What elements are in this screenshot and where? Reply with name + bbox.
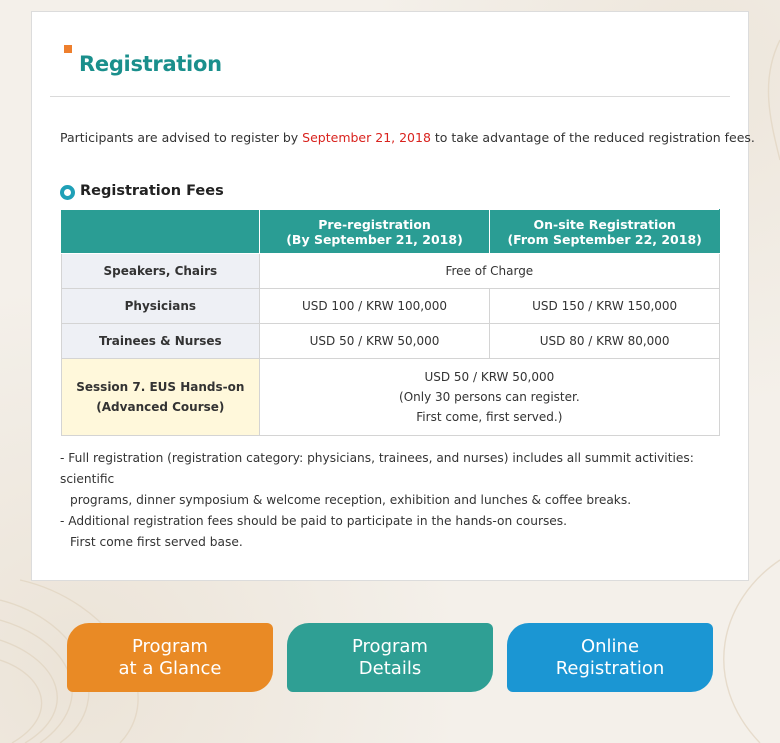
deadline-date: September 21, 2018 [302,130,431,145]
table-row-hands-on [62,359,720,436]
row-fee-merged: Free of Charge [259,254,719,289]
hands-on-category [62,359,260,436]
row-category: Speakers, Chairs [62,254,260,289]
ring-bullet-icon [60,185,75,200]
program-details-button[interactable] [287,623,493,692]
registration-notes [60,448,748,553]
button-label-line2: at a Glance [118,657,222,679]
row-category: Trainees & Nurses [62,324,260,359]
header-onsite-label: On-site Registration [533,216,676,232]
row-fee-pre: USD 50 / KRW 50,000 [259,324,490,359]
row-category: Physicians [62,289,260,324]
intro-text-after: to take advantage of the reduced registration fees. [430,130,755,145]
intro-text [60,130,755,145]
hands-on-fee-line1: USD 50 / KRW 50,000 [424,370,555,384]
fees-heading-label: Registration Fees [80,183,224,199]
table-row [62,289,720,324]
button-label-line2: Details [358,657,422,679]
row-fee-pre: USD 100 / KRW 100,000 [259,289,490,324]
header-onsite-date: (From September 22, 2018) [507,231,702,247]
page-title: Registration [79,52,222,76]
registration-panel [31,11,755,581]
button-label-line1: Program [352,635,428,657]
header-pre-label: Pre-registration [318,216,431,232]
registration-fees-table [61,209,720,436]
note-line: - Full registration (registration category: physicians, trainees, and nurses) includes all summit activities: scientific [60,451,694,486]
intro-text-before: Participants are advised to register by [60,130,303,145]
table-row [62,254,720,289]
hands-on-fee [259,359,719,436]
row-fee-onsite: USD 80 / KRW 80,000 [490,324,720,359]
hands-on-category-line2: (Advanced Course) [96,400,225,414]
button-label-line1: Program [132,635,208,657]
header-category [62,210,260,254]
section-header [50,40,730,97]
table-header-row [62,210,720,254]
row-fee-onsite: USD 150 / KRW 150,000 [490,289,720,324]
hands-on-fee-line3: First come, first served.) [416,410,563,424]
hands-on-fee-line2: (Only 30 persons can register. [399,390,580,404]
hands-on-category-line1: Session 7. EUS Hands-on [76,380,245,394]
note-line: - Additional registration fees should be paid to participate in the hands-on courses. [60,514,568,528]
header-pre-registration [259,210,490,254]
note-line: programs, dinner symposium & welcome reception, exhibition and lunches & coffee breaks. [70,493,632,507]
header-pre-date: (By September 21, 2018) [286,231,463,247]
online-registration-button[interactable] [507,623,713,692]
note-line: First come first served base. [70,535,243,549]
table-row [62,324,720,359]
title-marker-square [64,45,72,53]
program-at-a-glance-button[interactable] [67,623,273,692]
button-label-line1: Online [580,635,640,657]
button-label-line2: Registration [555,657,665,679]
header-onsite-registration [490,210,720,254]
